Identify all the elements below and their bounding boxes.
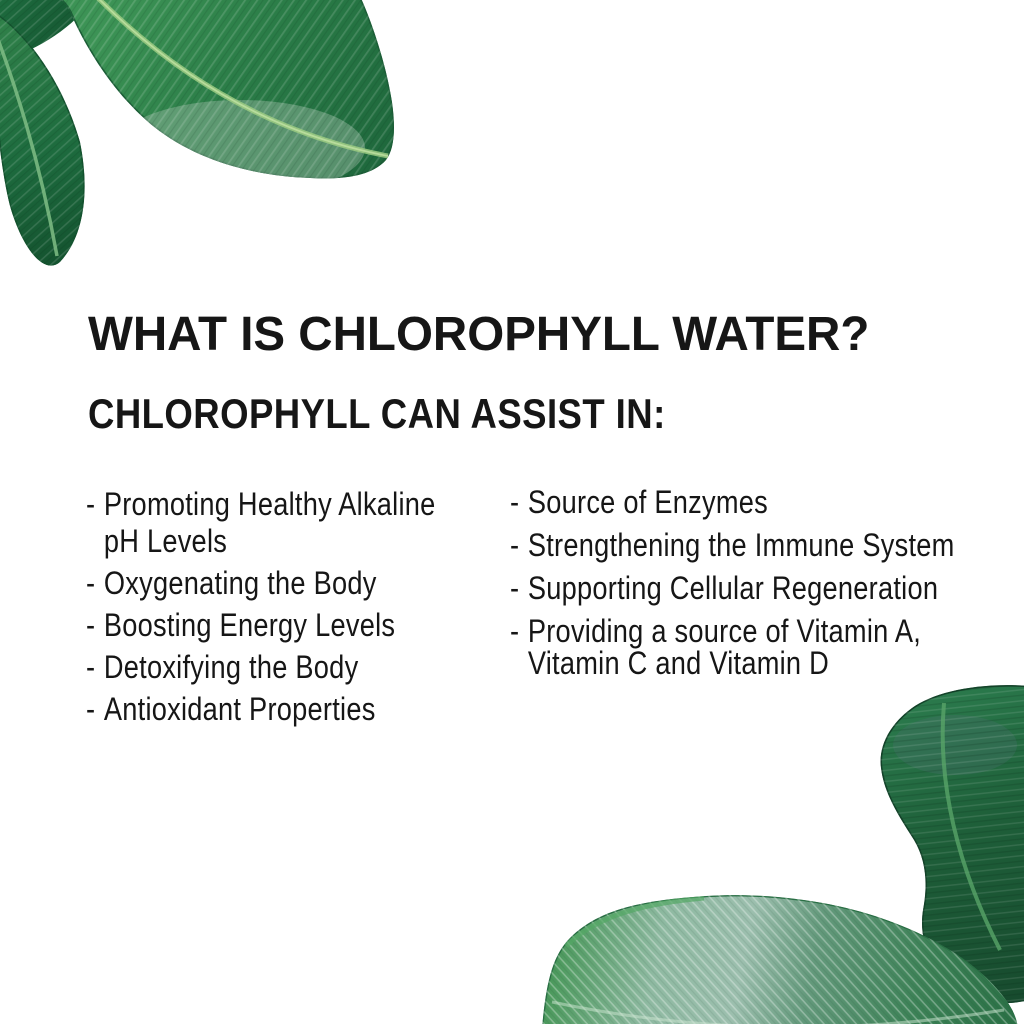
benefits-column-right <box>510 486 955 690</box>
top-left-hanging-leaf <box>0 0 98 280</box>
benefit-item <box>86 607 436 644</box>
benefit-item <box>510 615 955 679</box>
benefit-item <box>510 529 955 561</box>
benefit-item <box>86 486 436 560</box>
benefit-text: Strengthening the Immune System <box>527 527 955 563</box>
benefit-text: Promoting Healthy Alkaline pH Levels <box>103 486 436 559</box>
benefit-text: Antioxidant Properties <box>103 691 376 727</box>
benefit-item <box>86 565 436 602</box>
benefit-item <box>86 691 436 728</box>
benefit-text: Supporting Cellular Regeneration <box>527 570 939 606</box>
bullet-dash: - <box>86 649 96 685</box>
bullet-dash: - <box>86 691 96 727</box>
benefits-column-left <box>86 486 436 733</box>
bullet-dash: - <box>510 570 520 606</box>
benefit-text: Source of Enzymes <box>527 484 769 520</box>
bullet-dash: - <box>86 607 96 643</box>
benefit-text: Oxygenating the Body <box>103 565 377 601</box>
bullet-dash: - <box>86 565 96 601</box>
benefit-text: Providing a source of Vitamin A, Vitamin C and Vitamin D <box>527 613 922 681</box>
bullet-dash: - <box>86 486 96 522</box>
page-title: WHAT IS CHLOROPHYLL WATER? <box>88 308 870 361</box>
section-heading: CHLOROPHYLL CAN ASSIST IN: <box>88 390 666 437</box>
top-left-large-leaf <box>40 0 420 200</box>
benefit-text: Detoxifying the Body <box>103 649 359 685</box>
bullet-dash: - <box>510 527 520 563</box>
benefit-text: Boosting Energy Levels <box>103 607 396 643</box>
bullet-dash: - <box>510 613 520 649</box>
benefit-item <box>510 486 955 518</box>
bullet-dash: - <box>510 484 520 520</box>
benefit-item <box>86 649 436 686</box>
benefit-item <box>510 572 955 604</box>
